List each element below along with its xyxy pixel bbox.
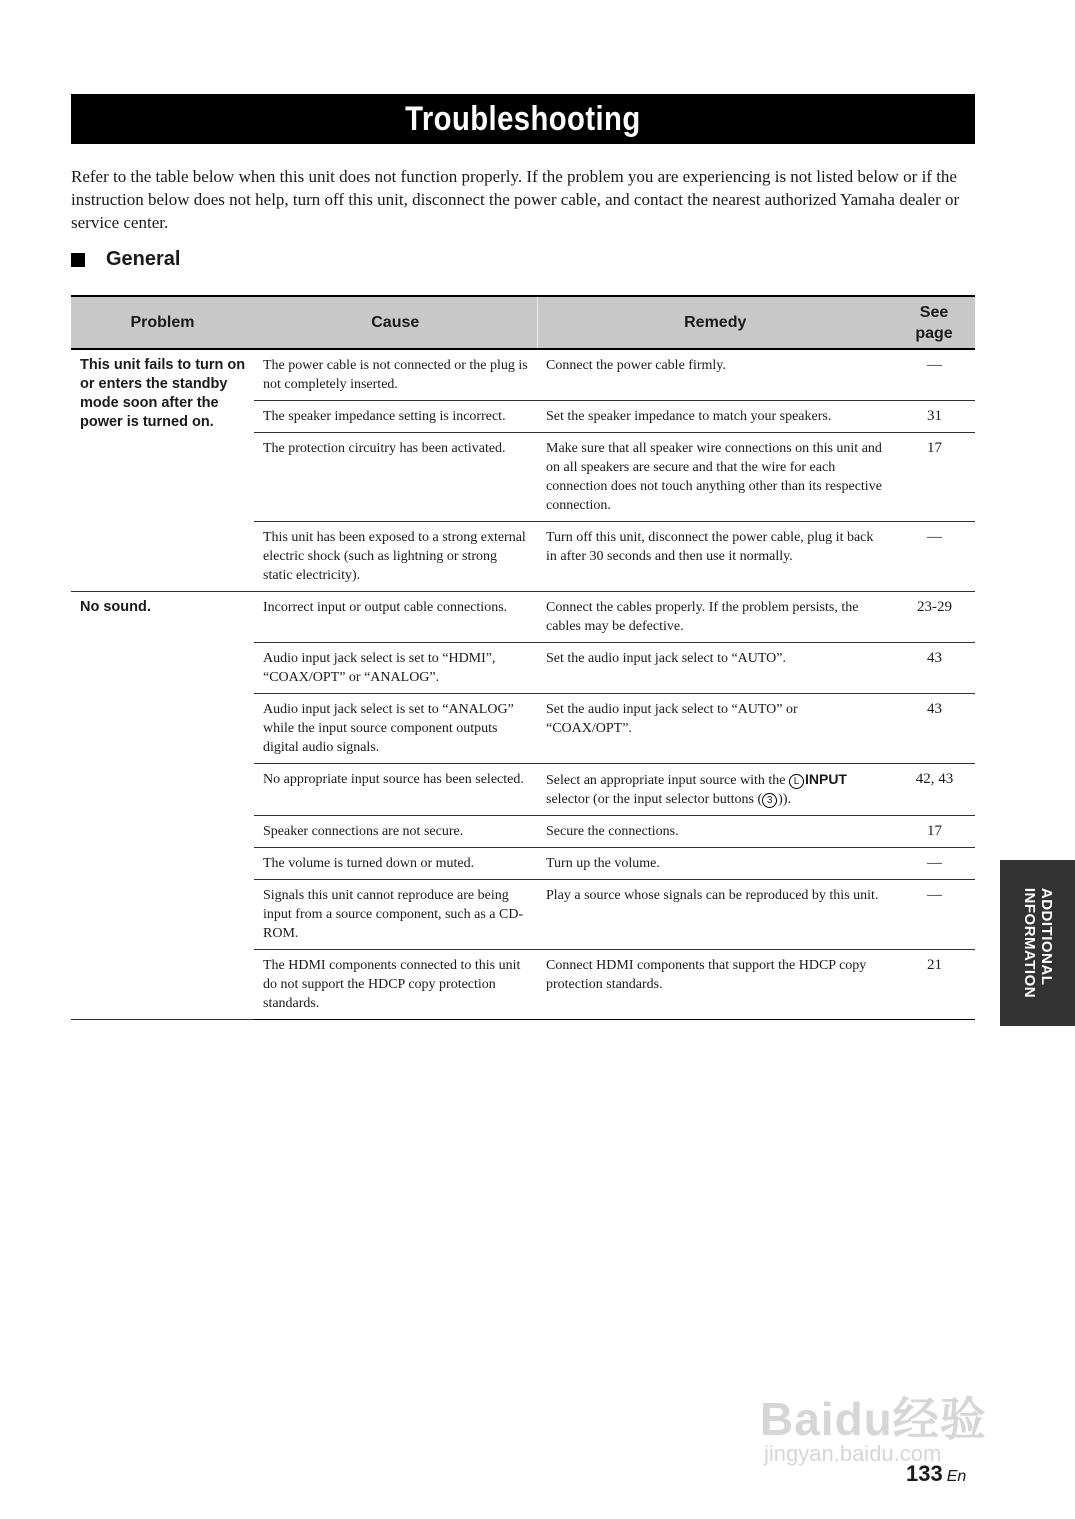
- side-tab-line1: ADDITIONAL: [1037, 887, 1055, 986]
- header-see-page: [893, 296, 975, 349]
- table-row: [71, 349, 975, 401]
- header-cause: Cause: [254, 296, 537, 349]
- watermark-site: jingyan.baidu.com: [764, 1441, 942, 1466]
- remedy-cell: Set the audio input jack select to “AUTO” or “COAX/OPT”.: [537, 694, 893, 764]
- troubleshooting-table: [71, 295, 975, 1020]
- cause-cell: Signals this unit cannot reproduce are being input from a source component, such as a CD-ROM.: [254, 880, 537, 950]
- table-row: [71, 592, 975, 643]
- page-cell: 31: [893, 401, 975, 433]
- page-cell: —: [893, 522, 975, 592]
- cause-cell: Incorrect input or output cable connections.: [254, 592, 537, 643]
- header-remedy: Remedy: [537, 296, 893, 349]
- intro-paragraph: Refer to the table below when this unit does not function properly. If the problem you are experiencing is not listed below or if the instruction below does not help, turn off this unit, disconnect the power cable, and contact the nearest authorized Yamaha dealer or service center.: [71, 167, 960, 232]
- cause-cell: The speaker impedance setting is incorrect.: [254, 401, 537, 433]
- header-problem: Problem: [71, 296, 254, 349]
- remedy-cell: Connect the cables properly. If the problem persists, the cables may be defective.: [537, 592, 893, 643]
- page-title: [71, 94, 975, 144]
- page-title-text: Troubleshooting: [405, 100, 641, 138]
- page-cell: 17: [893, 816, 975, 848]
- cause-cell: The power cable is not connected or the plug is not completely inserted.: [254, 349, 537, 401]
- watermark-logo: Baidu经验: [760, 1393, 987, 1445]
- remedy-cell: Connect the power cable firmly.: [537, 349, 893, 401]
- cause-cell: The HDMI components connected to this unit do not support the HDCP copy protection standards.: [254, 950, 537, 1020]
- page-cell: 43: [893, 643, 975, 694]
- circled-l-icon: L: [789, 774, 804, 789]
- watermark: [760, 1355, 1020, 1475]
- table-header-row: [71, 296, 975, 349]
- cause-cell: The volume is turned down or muted.: [254, 848, 537, 880]
- cause-cell: No appropriate input source has been selected.: [254, 764, 537, 816]
- page-cell: 21: [893, 950, 975, 1020]
- remedy-cell: Connect HDMI components that support the HDCP copy protection standards.: [537, 950, 893, 1020]
- remedy-text-a: Select an appropriate input source with the: [546, 773, 789, 788]
- page-cell: 17: [893, 433, 975, 522]
- page-number-value: 133: [906, 1461, 943, 1486]
- page-language: En: [946, 1468, 967, 1485]
- section-heading: [71, 248, 180, 271]
- cause-cell: Audio input jack select is set to “ANALOG” while the input source component outputs digital audio signals.: [254, 694, 537, 764]
- cause-cell: Audio input jack select is set to “HDMI”, “COAX/OPT” or “ANALOG”.: [254, 643, 537, 694]
- page-number: [906, 1461, 966, 1487]
- remedy-cell: Make sure that all speaker wire connections on this unit and on all speakers are secure and that the wire for each connection does not touch anything other than its respective connection.: [537, 433, 893, 522]
- input-key-label: INPUT: [804, 771, 847, 787]
- side-tab-line2: INFORMATION: [1020, 887, 1038, 999]
- cause-cell: This unit has been exposed to a strong external electric shock (such as lightning or strong static electricity).: [254, 522, 537, 592]
- remedy-cell: Turn up the volume.: [537, 848, 893, 880]
- remedy-cell: Play a source whose signals can be reproduced by this unit.: [537, 880, 893, 950]
- circled-3-icon: 3: [762, 793, 777, 808]
- section-heading-text: General: [106, 248, 181, 270]
- header-page: page: [915, 324, 953, 342]
- side-tab-label: [1021, 888, 1055, 998]
- page-cell: 42, 43: [893, 764, 975, 816]
- remedy-text-b: selector (or the input selector buttons (: [546, 792, 763, 807]
- remedy-cell: Set the audio input jack select to “AUTO”.: [537, 643, 893, 694]
- side-section-tab: [1000, 860, 1075, 1026]
- remedy-cell: Turn off this unit, disconnect the power cable, plug it back in after 30 seconds and then use it normally.: [537, 522, 893, 592]
- page-cell: —: [893, 848, 975, 880]
- remedy-cell: [537, 764, 893, 816]
- page-cell: —: [893, 880, 975, 950]
- square-bullet-icon: [71, 253, 85, 267]
- problem-cell: No sound.: [71, 592, 254, 1020]
- remedy-text-c: )).: [778, 792, 791, 807]
- remedy-cell: Secure the connections.: [537, 816, 893, 848]
- page-cell: 43: [893, 694, 975, 764]
- problem-cell: This unit fails to turn on or enters the standby mode soon after the power is turned on.: [71, 349, 254, 592]
- page-cell: —: [893, 349, 975, 401]
- cause-cell: The protection circuitry has been activated.: [254, 433, 537, 522]
- header-see: See: [919, 303, 949, 321]
- remedy-cell: Set the speaker impedance to match your speakers.: [537, 401, 893, 433]
- page-cell: 23-29: [893, 592, 975, 643]
- cause-cell: Speaker connections are not secure.: [254, 816, 537, 848]
